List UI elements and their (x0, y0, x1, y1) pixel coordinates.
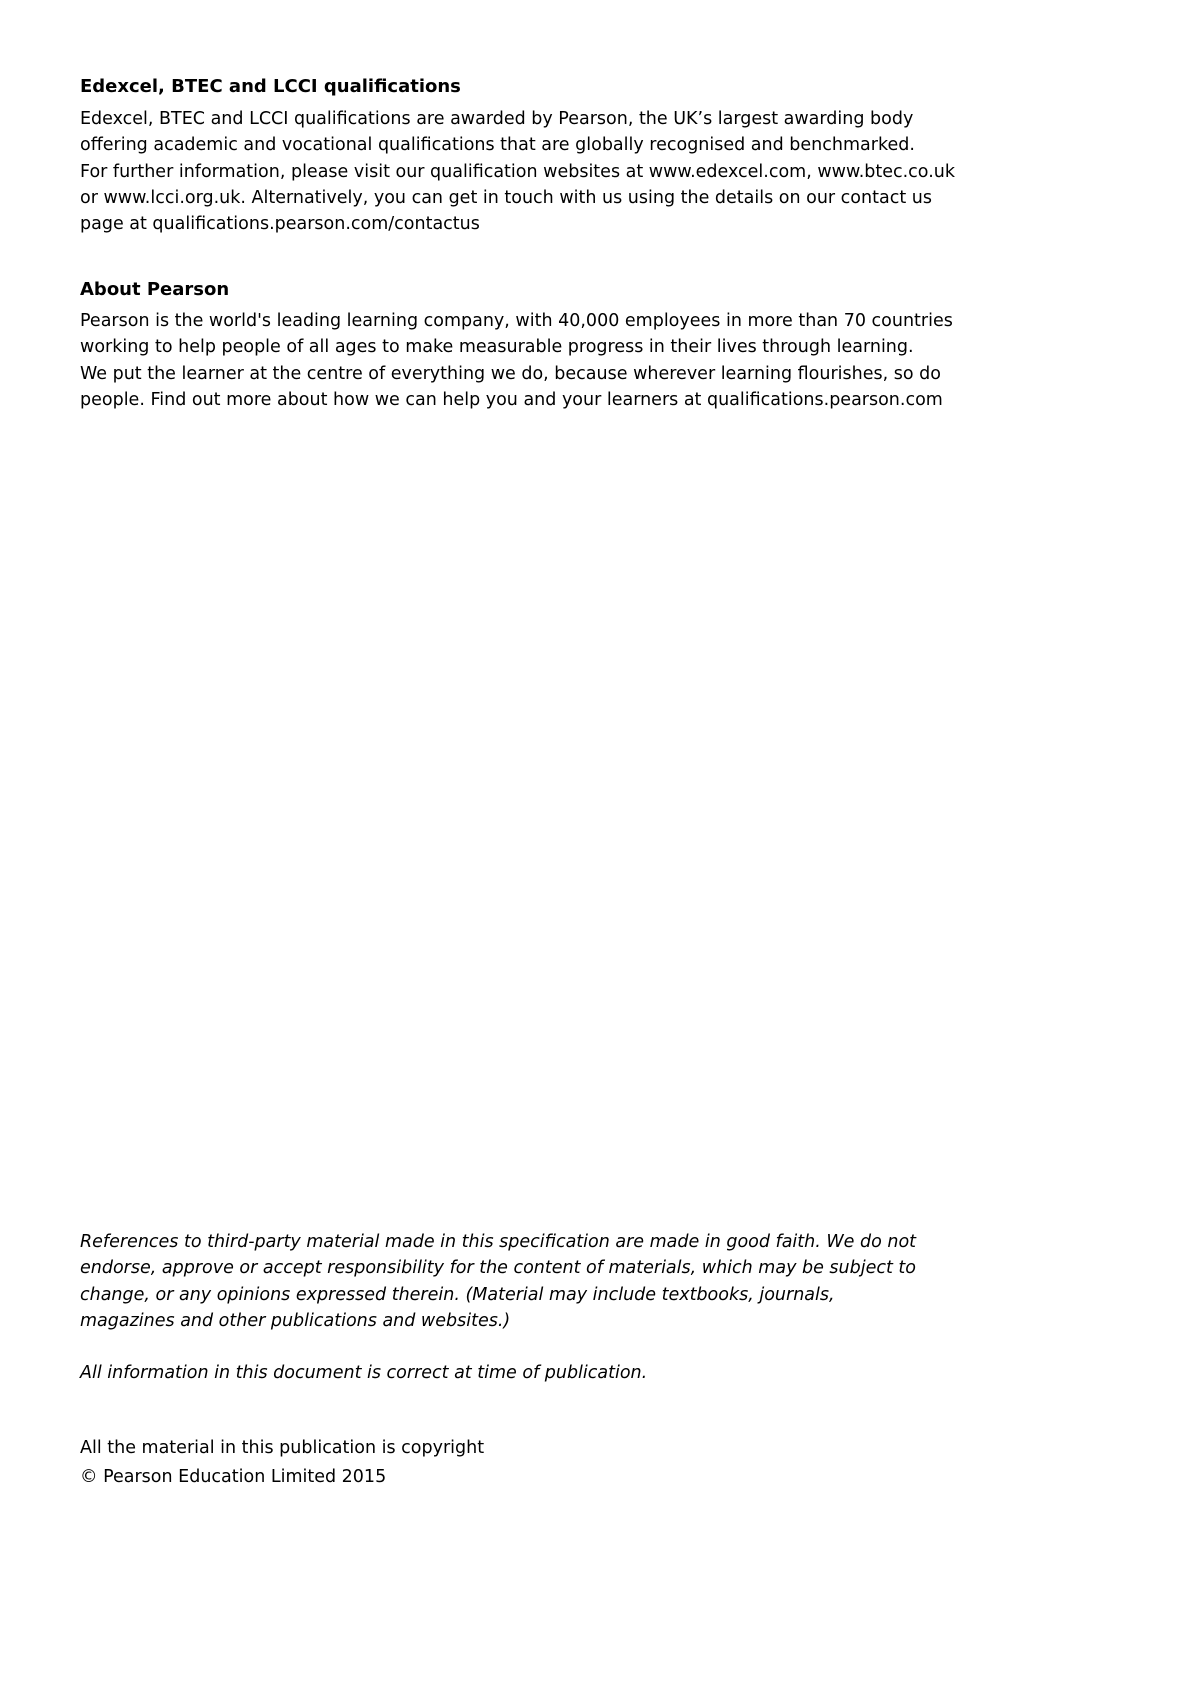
disclaimer-line: References to third-party material made in this specification are made in good faith. We do not (80, 1232, 917, 1252)
qualifications-line: or www.lcci.org.uk. Alternatively, you can get in touch with us using the details on our contact us (80, 187, 932, 208)
about-pearson-paragraph (80, 308, 1120, 413)
qualifications-line: For further information, please visit our qualification websites at www.edexcel.com, www.btec.co.uk (80, 161, 955, 182)
qualifications-line: offering academic and vocational qualifications that are globally recognised and benchmarked. (80, 135, 915, 156)
publication-notice-paragraph (80, 1360, 1120, 1386)
copyright-notice (80, 1434, 1120, 1492)
disclaimer-line: endorse, approve or accept responsibility for the content of materials, which may be subject to (80, 1258, 916, 1279)
publication-notice-text: All information in this document is correct at time of publication. (80, 1363, 648, 1383)
disclaimer-line: magazines and other publications and websites.) (80, 1310, 511, 1331)
about-line: working to help people of all ages to make measurable progress in their lives through learning. (80, 337, 914, 358)
qualifications-heading: Edexcel, BTEC and LCCI qualifications (80, 76, 461, 97)
qualifications-paragraph (80, 106, 1120, 237)
disclaimer-paragraph (80, 1229, 1120, 1334)
about-line: We put the learner at the centre of everything we do, because wherever learning flourishes, so do (80, 363, 941, 384)
about-line: Pearson is the world's leading learning company, with 40,000 employees in more than 70 countries (80, 311, 953, 331)
copyright-line: © Pearson Education Limited 2015 (80, 1467, 387, 1487)
about-pearson-heading: About Pearson (80, 279, 230, 300)
about-line: people. Find out more about how we can help you and your learners at qualifications.pearson.com (80, 389, 943, 410)
disclaimer-line: change, or any opinions expressed therein. (Material may include textbooks, journals, (80, 1284, 835, 1305)
qualifications-section (80, 74, 1120, 237)
third-party-disclaimer (80, 1229, 1120, 1334)
qualifications-line: Edexcel, BTEC and LCCI qualifications are awarded by Pearson, the UK’s largest awarding body (80, 109, 914, 129)
copyright-paragraph (80, 1434, 1120, 1492)
publication-notice (80, 1360, 1120, 1386)
about-pearson-section (80, 277, 1120, 413)
qualifications-line: page at qualifications.pearson.com/contactus (80, 214, 480, 235)
copyright-line: All the material in this publication is copyright (80, 1438, 485, 1458)
